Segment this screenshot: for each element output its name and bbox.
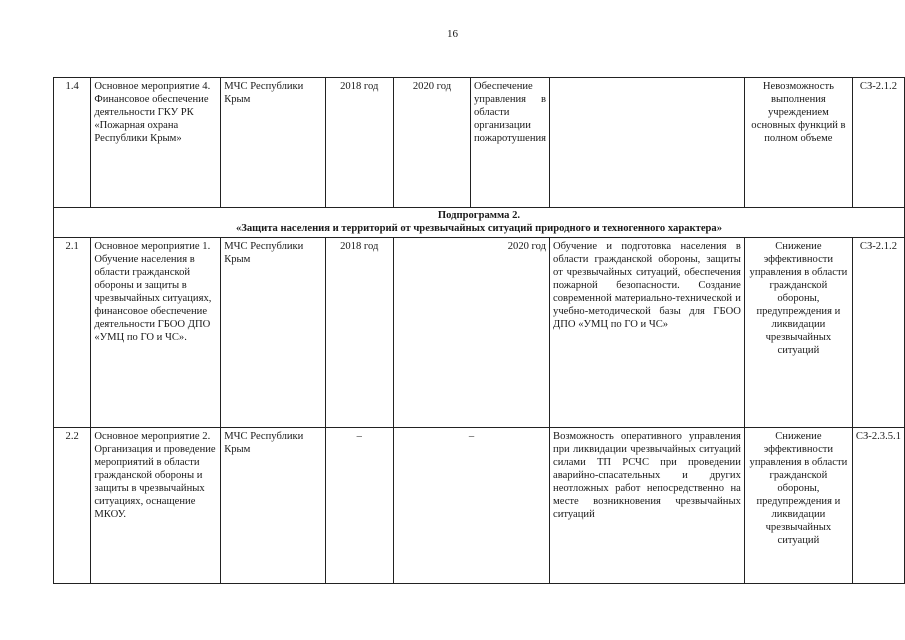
measure-cell: Основное мероприятие 2. Организация и проведение мероприятий в области гражданской обороны и защиты в чрезвычайных ситуациях, оснащение МКОУ.: [91, 428, 221, 584]
result-cell: Обучение и подготовка населения в области гражданской обороны, защиты от чрезвычайных ситуаций, обеспечения пожарной безопасности. Создание современной материально-технической и учебно-методической базы для ГБОО ДПО «УМЦ по ГО и ЧС»: [550, 238, 745, 428]
start-year-cell: 2018 год: [325, 238, 393, 428]
link-cell: СЗ-2.1.2: [852, 78, 904, 208]
measure-cell: Основное мероприятие 4. Финансовое обеспечение деятельности ГКУ РК «Пожарная охрана Республики Крым»: [91, 78, 221, 208]
end-year-cell: 2020 год: [412, 81, 452, 92]
row-number: 2.1: [54, 238, 91, 428]
consequences-cell: Невозможность выполнения учреждением основных функций в полном объеме: [744, 78, 852, 208]
measures-table: [53, 77, 905, 584]
subprogram-header-row: [54, 208, 905, 238]
executor-cell: МЧС Республики Крым: [221, 238, 325, 428]
result-text: Обеспечение управления в области организации пожаротушения: [474, 81, 547, 144]
subprogram-title: Подпрограмма 2.: [437, 210, 521, 221]
table-row-2-1: [54, 238, 905, 428]
start-year-cell: 2018 год: [325, 78, 393, 208]
link-cell: СЗ-2.3.5.1: [852, 428, 904, 584]
subprogram-header: [54, 208, 905, 238]
subprogram-subtitle: «Защита населения и территорий от чрезвычайных ситуаций природного и техногенного характера»: [235, 222, 723, 234]
table-row-2-2: [54, 428, 905, 584]
page-number: 16: [447, 28, 458, 40]
consequences-cell: Снижение эффективности управления в области гражданской обороны, предупреждения и ликвидации чрезвычайных ситуаций: [744, 428, 852, 584]
end-year-cell: 2020 год: [394, 238, 550, 428]
table-row-1-4: [54, 78, 905, 208]
start-year-cell: –: [325, 428, 393, 584]
executor-cell: МЧС Республики Крым: [221, 78, 325, 208]
row-number: 1.4: [54, 78, 91, 208]
result-cell-continuation: [550, 78, 745, 208]
executor-cell: МЧС Республики Крым: [221, 428, 325, 584]
consequences-cell: Снижение эффективности управления в области гражданской обороны, предупреждения и ликвидации чрезвычайных ситуаций: [744, 238, 852, 428]
measure-cell: Основное мероприятие 1. Обучение населения в области гражданской обороны и защиты в чрезвычайных ситуациях, финансовое обеспечение деятельности ГБОО ДПО «УМЦ по ГО и ЧС».: [91, 238, 221, 428]
result-cell-part: [470, 78, 549, 207]
link-cell: СЗ-2.1.2: [852, 238, 904, 428]
end-result-merged-cell: [394, 78, 550, 208]
row-number: 2.2: [54, 428, 91, 584]
result-cell: Возможность оперативного управления при ликвидации чрезвычайных ситуаций силами ТП РСЧС при проведении аварийно-спасательных и других неотложных работ непосредственно на месте возникновения чрезвычайных ситуаций: [550, 428, 745, 584]
end-year-cell: –: [394, 428, 550, 584]
